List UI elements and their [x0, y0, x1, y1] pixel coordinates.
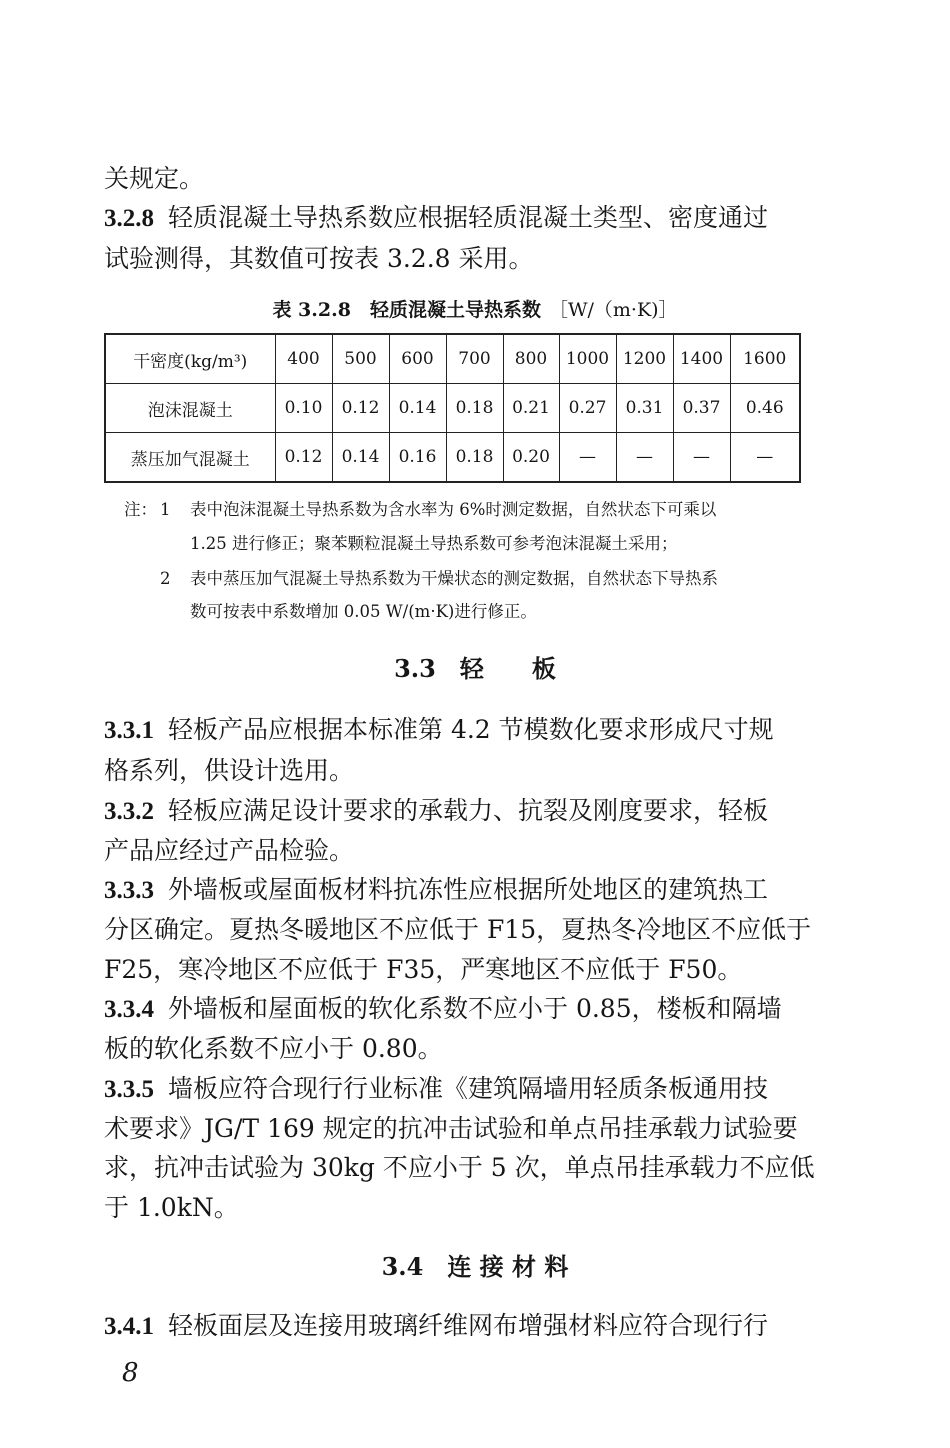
clause-text: 外墙板和屋面板的软化系数不应小于 0.85，楼板和隔墙 — [168, 994, 782, 1023]
table-header-row — [105, 334, 800, 384]
table-unit: ［W/（m·K)］ — [548, 299, 678, 321]
note-1-line-2: 1.25 进行修正；聚苯颗粒混凝土导热系数可参考泡沫混凝土采用； — [190, 534, 678, 553]
clause-3-2-8-cont: 试验测得，其数值可按表 3.2.8 采用。 — [104, 244, 534, 273]
table-cell: 0.10 — [275, 384, 332, 433]
clause-3-3-2 — [104, 794, 768, 829]
table-header-cell: 800 — [503, 334, 559, 384]
clause-number: 3.3.1 — [104, 717, 154, 744]
clause-3-3-4-cont: 板的软化系数不应小于 0.80。 — [104, 1034, 443, 1063]
table-cell: 0.14 — [389, 384, 446, 433]
clause-text: 轻板产品应根据本标准第 4.2 节模数化要求形成尺寸规 — [168, 715, 774, 744]
section-heading-3-4: 3.4 连 接 材 料 — [381, 1252, 569, 1281]
table-cell: 0.16 — [389, 433, 446, 483]
table-cell: 0.18 — [446, 433, 503, 483]
clause-3-3-4 — [104, 992, 782, 1027]
table-caption — [0, 297, 950, 323]
page-number: 8 — [122, 1358, 139, 1388]
table-cell: — — [616, 433, 673, 483]
table-cell: 0.37 — [673, 384, 730, 433]
table-cell: 0.18 — [446, 384, 503, 433]
table-cell: 0.46 — [730, 384, 800, 433]
clause-text: 墙板应符合现行行业标准《建筑隔墙用轻质条板通用技 — [168, 1074, 769, 1103]
clause-text: 轻板应满足设计要求的承载力、抗裂及刚度要求，轻板 — [168, 796, 769, 825]
table-header-cell: 600 — [389, 334, 446, 384]
table-header-cell: 干密度(kg/m³) — [105, 334, 275, 384]
clause-number: 3.3.3 — [104, 877, 154, 904]
clause-3-4-1 — [104, 1309, 768, 1344]
table-row — [105, 433, 800, 483]
table-header-cell: 1000 — [559, 334, 616, 384]
table-cell: 泡沫混凝土 — [105, 384, 275, 433]
thermal-conductivity-table — [104, 333, 801, 483]
table-cell: — — [559, 433, 616, 483]
table-header-cell: 1400 — [673, 334, 730, 384]
table-title: 表 3.2.8 轻质混凝土导热系数 — [272, 299, 541, 321]
clause-3-3-3 — [104, 873, 768, 908]
clause-3-3-5 — [104, 1072, 768, 1107]
table-header-cell: 500 — [332, 334, 389, 384]
clause-3-3-3-cont: 分区确定。夏热冬暖地区不应低于 F15，夏热冬冷地区不应低于 — [104, 915, 812, 944]
table-cell: 0.12 — [332, 384, 389, 433]
table-cell: — — [673, 433, 730, 483]
clause-3-3-3-cont: F25，寒冷地区不应低于 F35，严寒地区不应低于 F50。 — [104, 955, 743, 984]
note-number: 2 — [160, 569, 171, 588]
clause-3-3-1 — [104, 713, 774, 748]
note-label: 注： — [124, 500, 157, 519]
table-row — [105, 384, 800, 433]
clause-number: 3.3.2 — [104, 798, 154, 825]
clause-3-3-5-cont: 术要求》JG/T 169 规定的抗冲击试验和单点吊挂承载力试验要 — [104, 1114, 798, 1143]
note-2-line-2: 数可按表中系数增加 0.05 W/(m·K)进行修正。 — [190, 602, 537, 621]
table-cell: 蒸压加气混凝土 — [105, 433, 275, 483]
table-header-cell: 400 — [275, 334, 332, 384]
paragraph-continuation: 关规定。 — [104, 164, 205, 193]
clause-3-3-1-cont: 格系列，供设计选用。 — [104, 756, 355, 785]
table-cell: 0.20 — [503, 433, 559, 483]
table-cell: 0.21 — [503, 384, 559, 433]
table-cell: 0.31 — [616, 384, 673, 433]
table-header-cell: 1200 — [616, 334, 673, 384]
clause-text: 轻质混凝土导热系数应根据轻质混凝土类型、密度通过 — [168, 203, 769, 232]
clause-3-2-8 — [104, 201, 768, 236]
table-cell: 0.14 — [332, 433, 389, 483]
table-cell: 0.27 — [559, 384, 616, 433]
clause-number: 3.4.1 — [104, 1313, 154, 1340]
table-cell: — — [730, 433, 800, 483]
note-1-line-1: 表中泡沫混凝土导热系数为含水率为 6%时测定数据，自然状态下可乘以 — [190, 500, 717, 519]
clause-number: 3.3.4 — [104, 996, 154, 1023]
clause-3-3-5-cont: 求，抗冲击试验为 30kg 不应小于 5 次，单点吊挂承载力不应低 — [104, 1153, 815, 1182]
clause-3-3-5-cont: 于 1.0kN。 — [104, 1193, 239, 1222]
table-cell: 0.12 — [275, 433, 332, 483]
clause-number: 3.2.8 — [104, 205, 154, 232]
table-header-cell: 700 — [446, 334, 503, 384]
note-2-line-1: 表中蒸压加气混凝土导热系数为干燥状态的测定数据，自然状态下导热系 — [190, 569, 718, 588]
clause-text: 轻板面层及连接用玻璃纤维网布增强材料应符合现行行 — [168, 1311, 769, 1340]
clause-text: 外墙板或屋面板材料抗冻性应根据所处地区的建筑热工 — [168, 875, 769, 904]
clause-number: 3.3.5 — [104, 1076, 154, 1103]
note-number: 1 — [160, 500, 171, 519]
clause-3-3-2-cont: 产品应经过产品检验。 — [104, 836, 355, 865]
table-header-cell: 1600 — [730, 334, 800, 384]
section-heading-3-3: 3.3 轻 板 — [394, 654, 556, 683]
